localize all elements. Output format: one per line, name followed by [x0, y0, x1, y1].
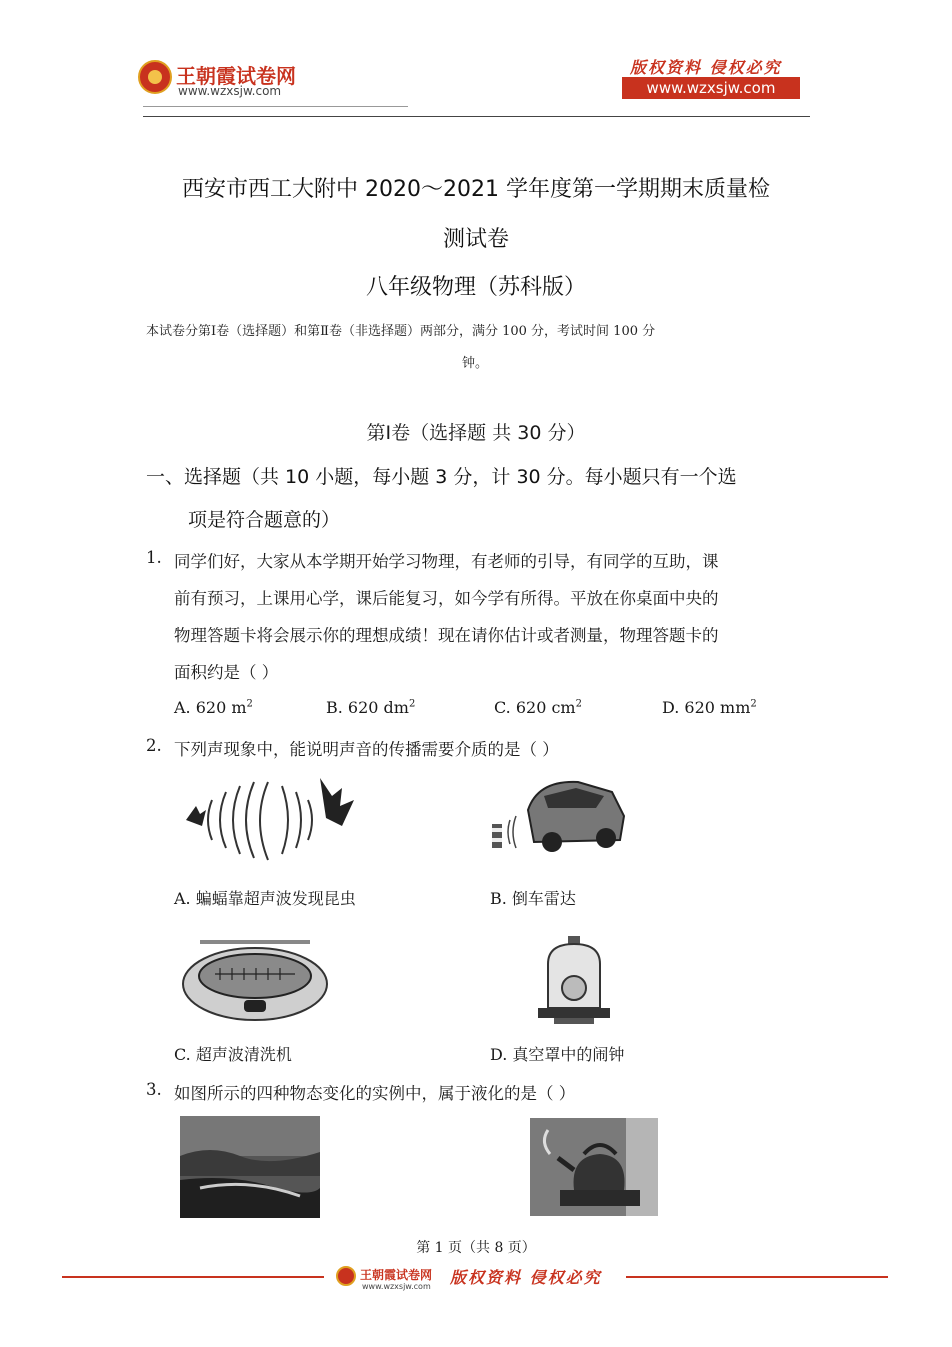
ultrasonic-cleaner-image [180, 938, 330, 1022]
copyright-slogan: 版权资料 侵权必究 [630, 58, 782, 77]
logo-name: 王朝霞试卷网 [176, 64, 296, 88]
option-d: D. 620 $mm^2$ [662, 698, 757, 717]
section-heading: 第Ⅰ卷（选择题 共 30 分） [366, 422, 586, 444]
logo-underline [143, 106, 408, 107]
footer-logo-url: www.wzxsjw.com [362, 1282, 431, 1291]
exam-title-line1: 西安市西工大附中 2020～2021 学年度第一学期期末质量检 [182, 177, 770, 202]
option-a: A. 620 $m^2$ [174, 698, 253, 717]
page-number: 第 1 页（共 8 页） [416, 1240, 536, 1256]
car-radar-image [488, 770, 628, 860]
exam-intro-line1: 本试卷分第Ⅰ卷（选择题）和第Ⅱ卷（非选择题）两部分，满分 100 分，考试时间 100 分 [146, 324, 656, 339]
part-heading-line1: 一、选择题（共 10 小题，每小题 3 分，计 30 分。每小题只有一个选 [146, 466, 737, 488]
question-text-line: 下列声现象中，能说明声音的传播需要介质的是（ ） [174, 740, 559, 759]
question-number: 1. [146, 548, 162, 567]
question-text-line: 如图所示的四种物态变化的实例中，属于液化的是（ ） [174, 1084, 576, 1103]
option-c: C. 620 $cm^2$ [494, 698, 582, 717]
bat-ultrasound-image [182, 770, 360, 866]
footer-rule-right [626, 1276, 888, 1278]
vacuum-bell-jar-image [534, 934, 614, 1026]
question-text-line: 物理答题卡将会展示你的理想成绩！现在请你估计或者测量，物理答题卡的 [174, 626, 719, 645]
footer-logo-name: 王朝霞试卷网 [360, 1268, 433, 1282]
footer-rule-left [62, 1276, 324, 1278]
q2-option-b: B. 倒车雷达 [490, 889, 576, 908]
q2-option-c: C. 超声波清洗机 [174, 1045, 292, 1064]
q2-option-d: D. 真空罩中的闹钟 [490, 1045, 625, 1064]
option-b: B. 620 $dm^2$ [326, 698, 416, 717]
footer-logo-badge-icon [336, 1266, 356, 1286]
logo-url: www.wzxsjw.com [178, 84, 282, 98]
q2-option-a: A. 蝙蝠靠超声波发现昆虫 [174, 889, 356, 908]
fog-landscape-image [180, 1116, 320, 1218]
question-text-line: 同学们好，大家从本学期开始学习物理，有老师的引导，有同学的互助，课 [174, 552, 719, 571]
exam-subtitle: 八年级物理（苏科版） [365, 275, 586, 300]
question-text-line: 面积约是（ ） [174, 663, 279, 682]
question-number: 2. [146, 736, 162, 755]
part-heading-line2: 项是符合题意的） [188, 509, 341, 531]
footer-slogan: 版权资料 侵权必究 [450, 1268, 602, 1287]
url-banner: www.wzxsjw.com [622, 77, 800, 99]
exam-intro-line2: 钟。 [462, 356, 489, 371]
kettle-steam-image [530, 1118, 658, 1216]
exam-title-line2: 测试卷 [442, 227, 509, 252]
logo-badge-icon [138, 60, 172, 94]
question-text-line: 前有预习，上课用心学，课后能复习，如今学有所得。平放在你桌面中央的 [174, 589, 719, 608]
header-rule [143, 116, 810, 117]
question-number: 3. [146, 1080, 162, 1099]
